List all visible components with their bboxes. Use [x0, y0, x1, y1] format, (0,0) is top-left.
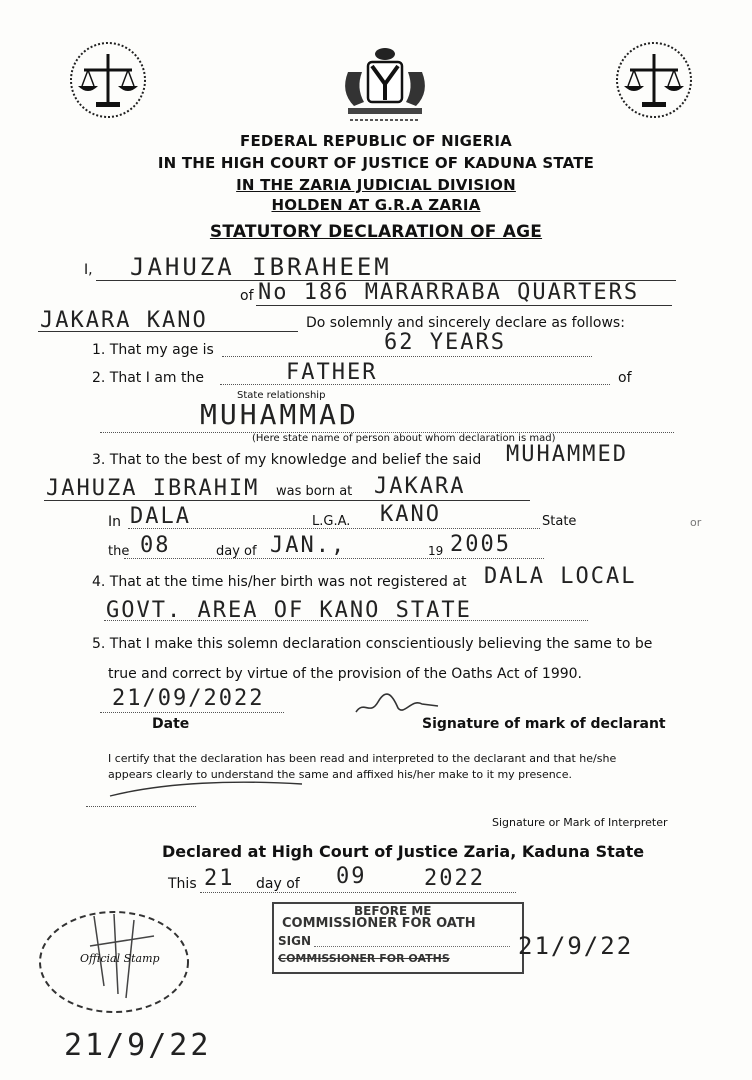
state-label: State: [542, 514, 577, 529]
state-relationship-hint: State relationship: [237, 390, 326, 401]
lga-label: L.G.A.: [312, 514, 351, 529]
date-label: Date: [152, 716, 190, 732]
in-label: In: [108, 514, 122, 530]
registry-2: GOVT. AREA OF KANO STATE: [106, 598, 472, 623]
header-court: IN THE HIGH COURT OF JUSTICE OF KADUNA STATE: [157, 154, 595, 172]
stamp-sign: SIGN: [278, 934, 311, 948]
declared-month: 09: [336, 864, 367, 889]
month-value: JAN.,: [270, 533, 347, 558]
declared-title: Declared at High Court of Justice Zaria, Kaduna State: [162, 842, 645, 861]
header-holden: HOLDEN AT G.R.A ZARIA: [271, 196, 481, 214]
the-label: the: [108, 544, 130, 559]
child-name-2: JAHUZA IBRAHIM: [46, 476, 260, 501]
signature-label: Signature of mark of declarant: [422, 716, 666, 732]
was-born-at-label: was born at: [276, 484, 353, 499]
commissioner-stamp: [272, 902, 524, 974]
birth-place: JAKARA: [374, 474, 466, 499]
address-line-1: No 186 MARARRABA QUARTERS: [258, 280, 640, 305]
this-day: 21: [204, 866, 235, 891]
item3-label: 3. That to the best of my knowledge and belief the said: [92, 452, 482, 468]
registry-1: DALA LOCAL: [484, 564, 637, 589]
coat-of-arms-icon: [330, 42, 440, 124]
state-value: KANO: [380, 502, 441, 527]
interpreter-label: Signature or Mark of Interpreter: [492, 816, 668, 829]
item5-line1: 5. That I make this solemn declaration conscientiously believing the same to be: [92, 636, 653, 652]
age-value: 62 YEARS: [384, 330, 506, 355]
day-of-label: day of: [216, 544, 257, 559]
header-division: IN THE ZARIA JUDICIAL DIVISION: [236, 176, 516, 194]
person-name: MUHAMMAD: [200, 398, 359, 431]
declared-day-of-label: day of: [256, 876, 300, 892]
stamp-commissioner: COMMISSIONER FOR OATH: [282, 916, 476, 931]
declarant-name: JAHUZA IBRAHEEM: [130, 253, 392, 281]
of-end-label: of: [618, 370, 632, 386]
stamp-commissioner-oaths: COMMISSIONER FOR OATHS: [278, 952, 450, 965]
certify-line2: appears clearly to understand the same and affixed his/her make to it my presence.: [108, 768, 572, 781]
child-name-1: MUHAMMED: [506, 442, 628, 467]
year-prefix: 19: [428, 544, 444, 558]
item1-label: 1. That my age is: [92, 342, 214, 358]
relationship-value: FATHER: [286, 360, 378, 385]
sign-date: 21/09/2022: [112, 686, 265, 711]
item4-label: 4. That at the time his/her birth was not registered at: [92, 574, 467, 590]
address-line-2: JAKARA KANO: [40, 308, 208, 333]
item2-label: 2. That I am the: [92, 370, 204, 386]
scales-of-justice-left-icon: [68, 40, 148, 120]
or-label: or: [690, 516, 702, 529]
person-hint: (Here state name of person about whom declaration is mad): [252, 433, 556, 444]
declared-year: 2022: [424, 866, 485, 891]
this-label: This: [168, 876, 197, 892]
i-prefix: I,: [84, 262, 93, 278]
of-label: of: [240, 288, 254, 304]
bottom-date: 21/9/22: [64, 1028, 212, 1063]
stamp-before-me: BEFORE ME: [354, 904, 432, 918]
scales-of-justice-right-icon: [614, 40, 694, 120]
document-title: STATUTORY DECLARATION OF AGE: [209, 222, 543, 242]
lga-value: DALA: [130, 504, 191, 529]
header-country: FEDERAL REPUBLIC OF NIGERIA: [240, 132, 512, 150]
certify-line1: I certify that the declaration has been read and interpreted to the declarant and that he/she: [108, 752, 617, 765]
item5-line2: true and correct by virtue of the provision of the Oaths Act of 1990.: [108, 666, 583, 682]
commissioner-date: 21/9/22: [518, 932, 634, 960]
solemnly-text: Do solemnly and sincerely declare as follows:: [306, 315, 625, 331]
swoosh-mark-icon: [106, 778, 306, 800]
day-value: 08: [140, 533, 171, 558]
year-value: 2005: [450, 532, 511, 557]
official-stamp-label: Official Stamp: [80, 952, 160, 965]
